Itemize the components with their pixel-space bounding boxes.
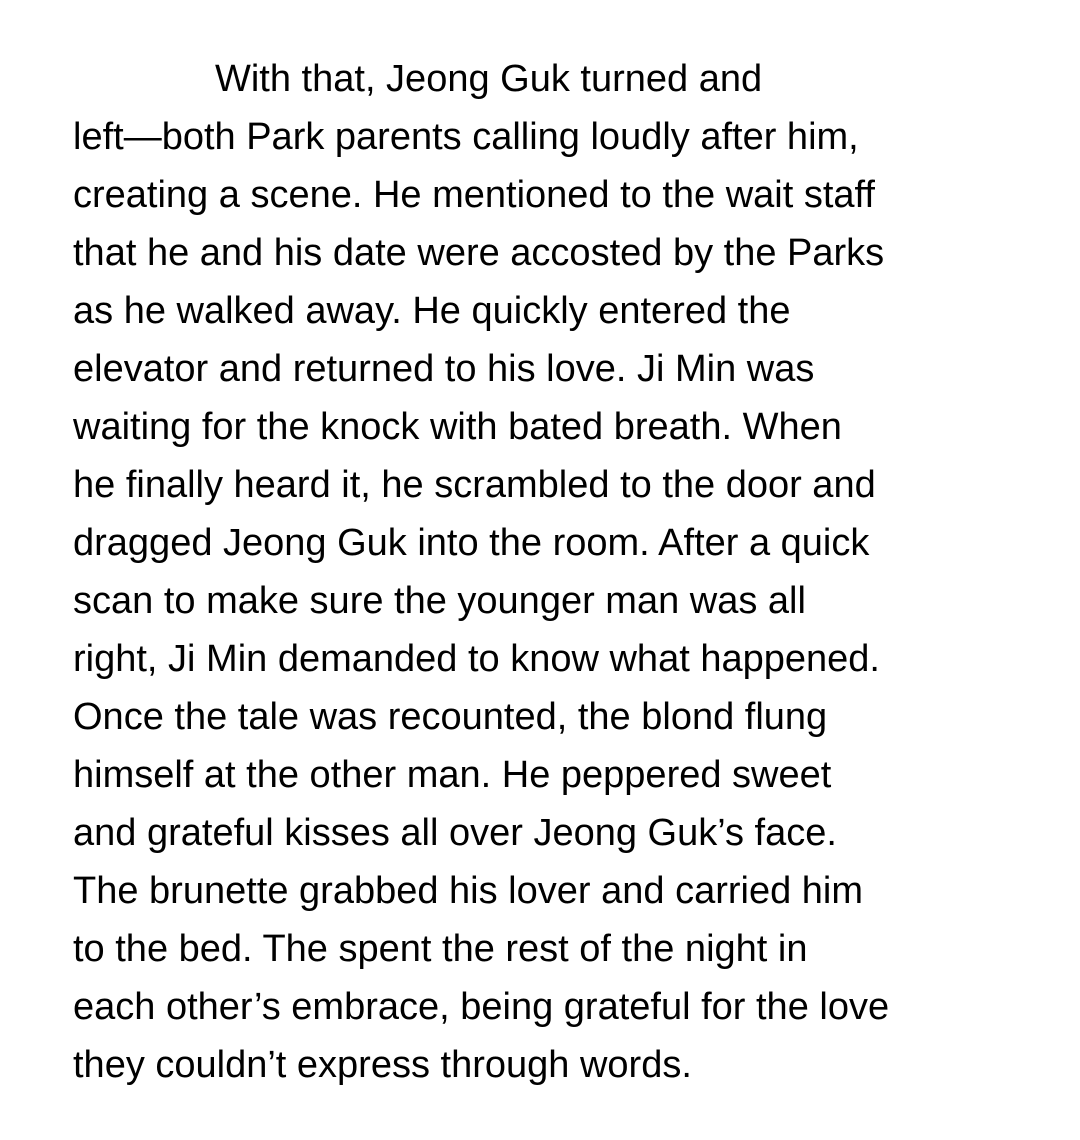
text-line: waiting for the knock with bated breath. When [73,406,842,448]
text-line: and grateful kisses all over Jeong Guk’s face. [73,812,837,854]
text-line: each other’s embrace, being grateful for the love [73,986,890,1028]
text-line: elevator and returned to his love. Ji Min was [73,348,815,390]
text-line: With that, Jeong Guk turned and [215,58,763,100]
text-line: he finally heard it, he scrambled to the door and [73,464,876,506]
text-line: that he and his date were accosted by the Parks [73,232,885,274]
text-line: they couldn’t express through words. [73,1044,692,1086]
text-line: to the bed. The spent the rest of the night in [73,928,808,970]
text-line: scan to make sure the younger man was all [73,580,806,622]
text-line: dragged Jeong Guk into the room. After a quick [73,522,870,564]
text-line: Once the tale was recounted, the blond flung [73,696,828,738]
text-line: right, Ji Min demanded to know what happened. [73,638,880,680]
text-line: creating a scene. He mentioned to the wait staff [73,174,875,216]
text-line: as he walked away. He quickly entered the [73,290,791,332]
text-line: himself at the other man. He peppered sweet [73,754,832,796]
text-line: left—both Park parents calling loudly after him, [73,116,859,158]
story-paragraph [73,50,1033,1094]
text-line: The brunette grabbed his lover and carried him [73,870,864,912]
